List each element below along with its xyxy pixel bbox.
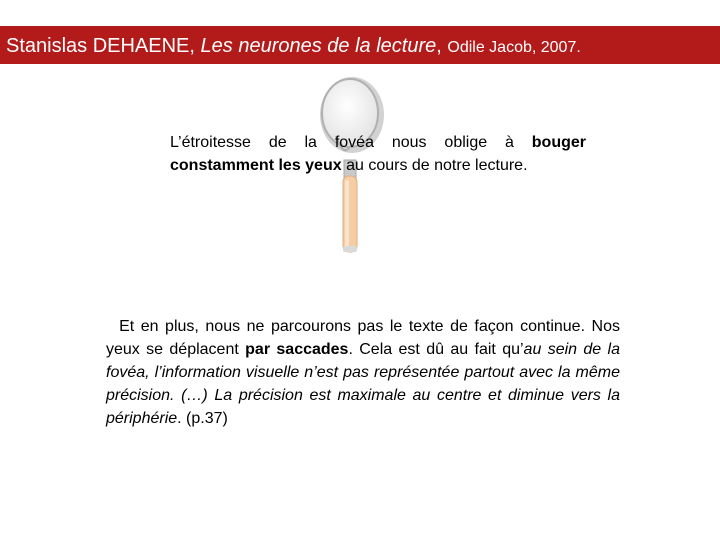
author-name: Stanislas DEHAENE, [6,35,195,57]
book-title: Les neurones de la lecture [200,35,437,57]
header-comma: , [436,35,442,57]
quote-saccades: Et en plus, nous ne parcourons pas le texte de façon continue. Nos yeux se déplacent par saccades. Cela est dû au fait qu’au sein de la fovéa, l’information visuelle n’est pas représentée partout avec la même précision. (…) La précision est maximale au centre et diminue vers la périphérie. (p.37) [106,318,621,427]
quote-fovea: L’étroitesse de la fovéa nous oblige à bouger constamment les yeux au cours de notre lecture. [170,134,586,174]
emphasis-move-eyes: bouger constamment les yeux [170,134,586,174]
emphasis-saccades: par saccades [245,341,349,358]
italic-quote: au sein de la fovéa, l’information visuelle n’est pas représentée partout avec la même précision. (…) La précision est maximale au centre et diminue vers la périphérie [106,341,620,427]
header-citation [6,34,581,60]
publisher: Odile Jacob, 2007. [447,39,581,56]
